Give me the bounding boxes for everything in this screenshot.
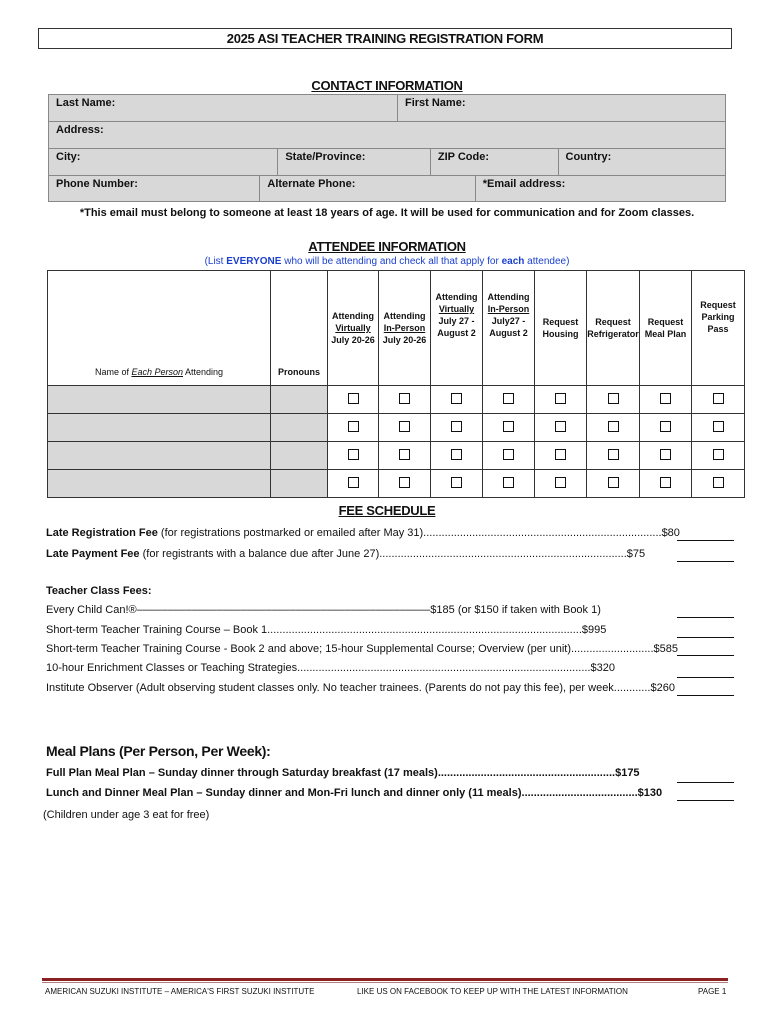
first-name-field[interactable]: First Name:	[404, 97, 466, 109]
checkbox[interactable]	[608, 449, 619, 460]
checkbox-cell	[328, 442, 379, 470]
col-line: July 27 -	[438, 316, 475, 326]
footer-center: LIKE US ON FACEBOOK TO KEEP UP WITH THE LATEST INFORMATION	[357, 987, 628, 996]
children-note: (Children under age 3 eat for free)	[43, 809, 210, 821]
checkbox[interactable]	[399, 393, 410, 404]
checkbox[interactable]	[451, 449, 462, 460]
checkbox[interactable]	[399, 477, 410, 488]
checkbox-cell	[379, 442, 431, 470]
col-line: Housing	[542, 329, 579, 339]
attendee-name-input[interactable]	[48, 470, 271, 498]
checkbox-cell	[692, 386, 745, 414]
late-payment-label: Late Payment Fee	[46, 548, 140, 560]
col-request-meal-plan	[640, 271, 692, 386]
checkbox-cell	[535, 470, 587, 498]
attendee-pronouns-input[interactable]	[271, 470, 328, 498]
form-title: 2025 ASI TEACHER TRAINING REGISTRATION FORM	[38, 28, 732, 49]
fee-enrichment: 10-hour Enrichment Classes or Teaching Strategies................................................................................................$320	[46, 662, 615, 674]
checkbox-cell	[587, 414, 640, 442]
checkbox[interactable]	[660, 449, 671, 460]
col-attending-inperson-2	[483, 271, 535, 386]
name-header-suffix: Attending	[183, 367, 224, 377]
contact-row-name	[48, 94, 726, 121]
attendee-row	[48, 414, 745, 442]
attendee-pronouns-input[interactable]	[271, 386, 328, 414]
col-line: Parking	[701, 312, 735, 322]
attendee-heading: ATTENDEE INFORMATION	[308, 239, 466, 254]
checkbox-cell	[640, 442, 692, 470]
footer-page-number: PAGE 1	[698, 987, 727, 996]
col-attending-virtually-1	[328, 271, 379, 386]
attendee-note	[48, 256, 726, 267]
checkbox[interactable]	[555, 477, 566, 488]
zip-code-field[interactable]: ZIP Code:	[431, 149, 559, 175]
checkbox[interactable]	[503, 393, 514, 404]
checkbox[interactable]	[399, 449, 410, 460]
fee-blank[interactable]	[677, 695, 734, 696]
checkbox-cell	[535, 386, 587, 414]
attendee-row	[48, 470, 745, 498]
checkbox[interactable]	[660, 477, 671, 488]
checkbox[interactable]	[348, 477, 359, 488]
checkbox-cell	[587, 442, 640, 470]
checkbox[interactable]	[713, 421, 724, 432]
attendee-note-each: each	[501, 256, 525, 267]
contact-row-city	[48, 148, 726, 175]
checkbox[interactable]	[348, 393, 359, 404]
attendee-header-row	[48, 271, 745, 386]
attendee-pronouns-input[interactable]	[271, 442, 328, 470]
checkbox[interactable]	[503, 449, 514, 460]
attendee-note-everyone: EVERYONE	[226, 256, 282, 267]
attendee-note-mid: who will be attending and check all that apply for	[281, 256, 502, 267]
fee-observer: Institute Observer (Adult observing student classes only. No teacher trainees. (Parents do not pay this fee), per week............$260	[46, 682, 675, 694]
attendee-note-suffix: attendee)	[524, 256, 570, 267]
col-line: August 2	[489, 328, 528, 338]
col-line: Request	[595, 317, 631, 327]
attendee-note-prefix: (List	[204, 256, 227, 267]
attendee-name-input[interactable]	[48, 386, 271, 414]
meal-plans-heading: Meal Plans (Per Person, Per Week):	[46, 743, 271, 759]
col-line: August 2	[437, 328, 476, 338]
col-line: Pass	[707, 324, 729, 334]
checkbox[interactable]	[608, 421, 619, 432]
attendee-name-input[interactable]	[48, 442, 271, 470]
footer-rule-thin	[42, 982, 728, 983]
fee-blank[interactable]	[677, 617, 734, 618]
col-line: Attending	[332, 311, 374, 321]
col-line: Virtually	[438, 304, 475, 314]
checkbox-cell	[431, 414, 483, 442]
col-line: Attending	[487, 292, 530, 302]
alternate-phone-field[interactable]: Alternate Phone:	[260, 176, 475, 201]
checkbox[interactable]	[713, 449, 724, 460]
checkbox-cell	[640, 386, 692, 414]
contact-heading: CONTACT INFORMATION	[311, 78, 463, 93]
checkbox-cell	[483, 442, 535, 470]
checkbox[interactable]	[555, 393, 566, 404]
col-request-parking-pass	[692, 271, 745, 386]
checkbox[interactable]	[608, 393, 619, 404]
checkbox-cell	[587, 386, 640, 414]
checkbox[interactable]	[555, 449, 566, 460]
checkbox[interactable]	[451, 477, 462, 488]
checkbox-cell	[692, 470, 745, 498]
checkbox-cell	[587, 470, 640, 498]
meal-lunch-dinner: Lunch and Dinner Meal Plan – Sunday dinner and Mon-Fri lunch and dinner only (11 meals)......................................$130	[46, 787, 663, 799]
checkbox[interactable]	[660, 421, 671, 432]
col-attending-virtually-2	[431, 271, 483, 386]
fee-blank[interactable]	[677, 677, 734, 678]
attendee-row	[48, 386, 745, 414]
state-province-field[interactable]: State/Province:	[278, 149, 431, 175]
meal-blank[interactable]	[677, 782, 734, 783]
fee-book-1: Short-term Teacher Training Course – Book 1.......................................................................................................$995	[46, 624, 607, 636]
footer-rule	[42, 978, 728, 981]
late-payment-text: (for registrants with a balance due after June 27).................................................................................$75	[139, 548, 646, 560]
country-field[interactable]: Country:	[565, 151, 612, 163]
email-note: *This email must belong to someone at least 18 years of age. It will be used for communication and for Zoom classes.	[79, 207, 695, 219]
fee-book-2-above: Short-term Teacher Training Course - Book 2 and above; 15-hour Supplemental Course; Overview (per unit)...........................$585	[46, 643, 678, 655]
contact-grid	[48, 94, 726, 202]
checkbox[interactable]	[503, 421, 514, 432]
col-line: Attending	[383, 311, 426, 321]
col-line: July27 -	[491, 316, 526, 326]
late-payment-fee	[46, 548, 645, 560]
attendee-pronouns-input[interactable]	[271, 414, 328, 442]
late-registration-text: (for registrations postmarked or emailed after May 31)..............................................................................$80	[157, 527, 680, 539]
late-registration-label: Late Registration Fee	[46, 527, 158, 539]
checkbox[interactable]	[713, 393, 724, 404]
checkbox-cell	[328, 386, 379, 414]
col-line: July 20-26	[382, 335, 427, 345]
checkbox[interactable]	[555, 421, 566, 432]
name-header-prefix: Name of	[94, 367, 132, 377]
checkbox-cell	[483, 470, 535, 498]
col-line: Meal Plan	[644, 329, 687, 339]
fee-every-child-can: Every Child Can!®––––––––––––––––––––––––––––––––––––––––––––––––$185 (or $150 if taken with Book 1)	[46, 604, 601, 616]
late-registration-blank[interactable]	[677, 540, 734, 541]
address-field[interactable]: Address:	[56, 124, 104, 136]
col-request-housing	[535, 271, 587, 386]
checkbox-cell	[692, 414, 745, 442]
email-address-field[interactable]: *Email address:	[482, 178, 566, 190]
checkbox-cell	[535, 414, 587, 442]
pronouns-header: Pronouns	[271, 271, 328, 386]
checkbox-cell	[379, 386, 431, 414]
phone-number-field[interactable]: Phone Number:	[49, 176, 260, 201]
fee-schedule-heading: FEE SCHEDULE	[338, 503, 436, 518]
checkbox-cell	[692, 442, 745, 470]
checkbox[interactable]	[503, 477, 514, 488]
checkbox[interactable]	[348, 449, 359, 460]
col-line: Request	[542, 317, 579, 327]
col-line: Virtually	[335, 323, 371, 333]
checkbox[interactable]	[348, 421, 359, 432]
city-field[interactable]: City:	[49, 149, 278, 175]
col-line: Request	[700, 300, 736, 310]
last-name-field[interactable]: Last Name:	[49, 95, 398, 121]
checkbox-cell	[328, 414, 379, 442]
teacher-class-fees-heading: Teacher Class Fees:	[46, 585, 152, 597]
name-header-em: Each Person	[131, 367, 183, 377]
checkbox-cell	[431, 442, 483, 470]
checkbox-cell	[379, 470, 431, 498]
checkbox[interactable]	[399, 421, 410, 432]
checkbox-cell	[431, 470, 483, 498]
footer-left: AMERICAN SUZUKI INSTITUTE – AMERICA'S FIRST SUZUKI INSTITUTE	[45, 987, 315, 996]
col-line: Refrigerator	[587, 329, 639, 339]
checkbox-cell	[379, 414, 431, 442]
col-line: July 20-26	[331, 335, 375, 345]
checkbox[interactable]	[451, 393, 462, 404]
checkbox-cell	[640, 470, 692, 498]
checkbox-cell	[483, 386, 535, 414]
late-payment-blank[interactable]	[677, 561, 734, 562]
attendee-row	[48, 442, 745, 470]
checkbox-cell	[535, 442, 587, 470]
meal-full-plan: Full Plan Meal Plan – Sunday dinner through Saturday breakfast (17 meals)..........................................................$175	[46, 767, 640, 779]
meal-blank[interactable]	[677, 800, 734, 801]
fee-blank[interactable]	[677, 637, 734, 638]
checkbox[interactable]	[451, 421, 462, 432]
attendee-table	[47, 270, 745, 498]
col-line: In-Person	[383, 323, 426, 333]
checkbox[interactable]	[660, 393, 671, 404]
late-registration-fee	[46, 527, 680, 539]
attendee-name-input[interactable]	[48, 414, 271, 442]
contact-row-address	[48, 121, 726, 148]
col-request-refrigerator	[587, 271, 640, 386]
checkbox-cell	[483, 414, 535, 442]
checkbox-cell	[431, 386, 483, 414]
col-line: Request	[647, 317, 684, 327]
contact-row-phone	[48, 175, 726, 202]
checkbox[interactable]	[608, 477, 619, 488]
name-header	[48, 271, 271, 386]
checkbox-cell	[328, 470, 379, 498]
checkbox[interactable]	[713, 477, 724, 488]
checkbox-cell	[640, 414, 692, 442]
fee-blank[interactable]	[677, 655, 734, 656]
col-line: In-Person	[487, 304, 530, 314]
col-attending-inperson-1	[379, 271, 431, 386]
col-line: Attending	[435, 292, 478, 302]
